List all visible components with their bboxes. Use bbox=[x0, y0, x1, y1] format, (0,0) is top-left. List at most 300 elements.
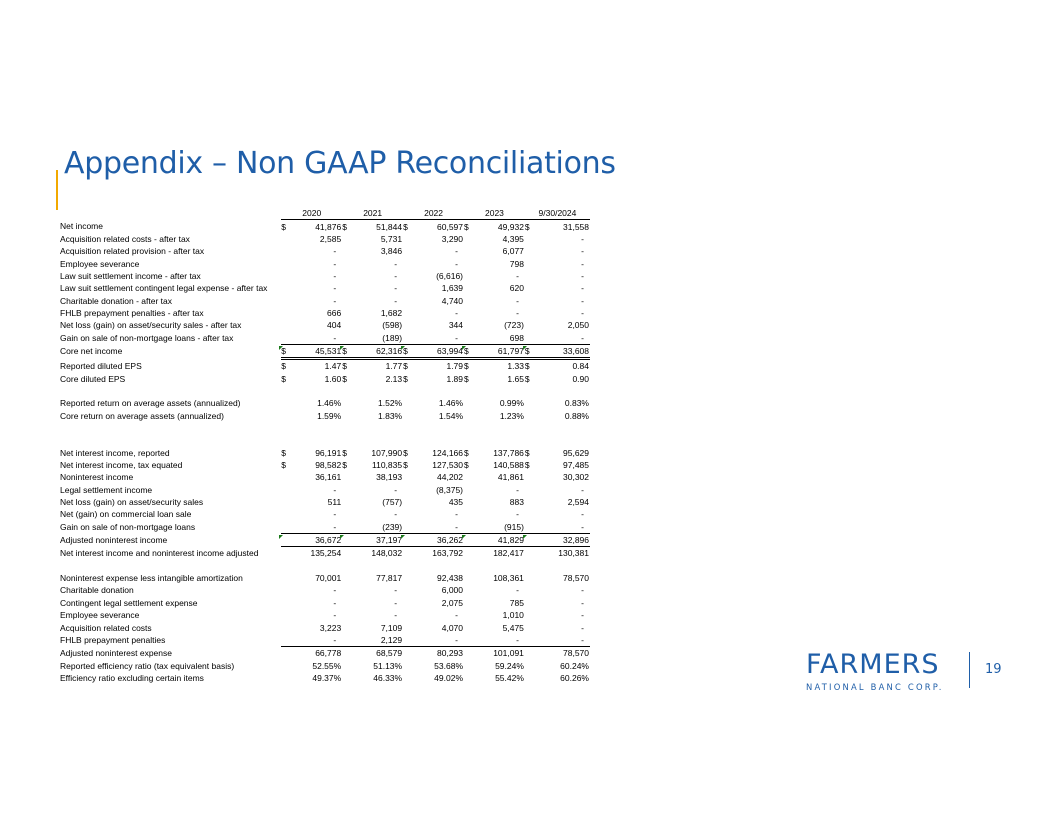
value-cell: 137,786 bbox=[493, 447, 524, 458]
logo-divider bbox=[969, 652, 970, 688]
table-row bbox=[60, 659, 590, 671]
dollar-sign-cell: $ bbox=[342, 344, 352, 358]
value-cell: 3,223 bbox=[319, 622, 342, 633]
row-label: Net interest income, reported bbox=[60, 447, 170, 458]
row-label: Efficiency ratio excluding certain items bbox=[60, 672, 204, 683]
value-cell: 78,570 bbox=[535, 647, 590, 660]
value-cell: 883 bbox=[509, 497, 524, 508]
value-cell: - bbox=[516, 295, 519, 306]
dollar-sign-cell bbox=[464, 672, 474, 684]
value-cell: 30,302 bbox=[563, 472, 589, 483]
value-cell: 435 bbox=[448, 497, 464, 508]
table-row bbox=[60, 496, 590, 508]
dollar-sign-cell bbox=[525, 547, 535, 560]
header-row bbox=[60, 207, 590, 220]
value-cell: 66,778 bbox=[291, 647, 342, 660]
value-cell: 698 bbox=[509, 332, 524, 343]
table-row bbox=[60, 397, 590, 409]
dollar-sign-cell bbox=[464, 245, 474, 257]
dollar-sign-cell bbox=[281, 621, 291, 633]
value-cell: 2,585 bbox=[319, 233, 342, 244]
table-row bbox=[60, 344, 590, 358]
dollar-sign-cell bbox=[281, 233, 291, 245]
dollar-sign-cell bbox=[403, 533, 413, 546]
dollar-sign-cell bbox=[281, 294, 291, 306]
dollar-sign-cell bbox=[464, 533, 474, 546]
dollar-sign-cell bbox=[525, 647, 535, 660]
value-cell: 130,381 bbox=[558, 548, 589, 559]
value-cell: 1.79 bbox=[446, 361, 464, 372]
dollar-sign-cell bbox=[525, 634, 535, 647]
value-cell: 45,531 bbox=[291, 344, 342, 358]
value-cell: 620 bbox=[509, 283, 524, 294]
dollar-sign-cell bbox=[525, 533, 535, 546]
row-label: Reported efficiency ratio (tax equivalent basis) bbox=[60, 660, 235, 671]
dollar-sign-cell bbox=[342, 508, 352, 520]
row-label: Charitable donation bbox=[60, 585, 134, 596]
value-cell: 60.24% bbox=[560, 660, 589, 671]
row-label: Reported return on average assets (annualized) bbox=[60, 398, 241, 409]
dollar-sign-cell bbox=[281, 672, 291, 684]
dollar-sign-cell bbox=[403, 471, 413, 483]
dollar-sign-cell bbox=[525, 410, 535, 422]
value-cell: - bbox=[333, 484, 337, 495]
dollar-sign-cell bbox=[403, 621, 413, 633]
value-cell: 344 bbox=[448, 320, 464, 331]
dollar-sign-cell bbox=[464, 496, 474, 508]
dollar-sign-cell bbox=[403, 496, 413, 508]
dollar-sign-cell bbox=[281, 597, 291, 609]
dollar-sign-cell: $ bbox=[281, 373, 287, 384]
row-label: Net income bbox=[60, 221, 103, 232]
value-cell: 0.90 bbox=[572, 373, 589, 384]
dollar-sign-cell bbox=[525, 294, 535, 306]
value-cell: 0.99% bbox=[499, 398, 524, 409]
value-cell: - bbox=[581, 622, 584, 633]
dollar-sign-cell bbox=[525, 609, 535, 621]
value-cell: 1.46% bbox=[438, 398, 464, 409]
value-cell: (757) bbox=[382, 497, 403, 508]
value-cell: 92,438 bbox=[437, 573, 464, 584]
dollar-sign-cell bbox=[342, 471, 352, 483]
table-row bbox=[60, 307, 590, 319]
dollar-sign-cell: $ bbox=[342, 221, 347, 232]
value-cell: 127,530 bbox=[432, 460, 464, 471]
dollar-sign-cell: $ bbox=[464, 221, 469, 232]
table-row bbox=[60, 572, 590, 584]
dollar-sign-cell: $ bbox=[464, 344, 474, 358]
dollar-sign-cell: $ bbox=[342, 460, 347, 471]
dollar-sign-cell bbox=[525, 319, 535, 331]
row-label: FHLB prepayment penalties bbox=[60, 635, 166, 646]
dollar-sign-cell: $ bbox=[342, 361, 347, 372]
dollar-sign-cell bbox=[464, 257, 474, 269]
dollar-sign-cell bbox=[403, 647, 413, 660]
value-cell: - bbox=[333, 283, 337, 294]
dollar-sign-cell bbox=[525, 521, 535, 534]
dollar-sign-cell bbox=[342, 672, 352, 684]
dollar-sign-cell bbox=[403, 609, 413, 621]
value-cell: 3,846 bbox=[380, 246, 403, 257]
dollar-sign-cell bbox=[403, 331, 413, 344]
table-row bbox=[60, 410, 590, 422]
value-cell: 101,091 bbox=[474, 647, 525, 660]
dollar-sign-cell bbox=[342, 331, 352, 344]
table-row bbox=[60, 359, 590, 373]
value-cell: (239) bbox=[382, 521, 403, 532]
dollar-sign-cell bbox=[525, 233, 535, 245]
value-cell: - bbox=[581, 634, 584, 645]
dollar-sign-cell bbox=[281, 484, 291, 496]
column-header: 2021 bbox=[342, 207, 403, 220]
value-cell: - bbox=[333, 585, 337, 596]
value-cell: 2,050 bbox=[567, 320, 589, 331]
value-cell: - bbox=[394, 610, 398, 621]
value-cell: 36,161 bbox=[315, 472, 342, 483]
dollar-sign-cell bbox=[281, 659, 291, 671]
dollar-sign-cell bbox=[464, 634, 474, 647]
page-number: 19 bbox=[985, 662, 1002, 677]
dollar-sign-cell bbox=[464, 282, 474, 294]
spacer-cell bbox=[60, 385, 590, 397]
row-label: FHLB prepayment penalties - after tax bbox=[60, 307, 204, 318]
table-row bbox=[60, 484, 590, 496]
value-cell: 798 bbox=[509, 258, 524, 269]
reconciliation-table bbox=[60, 207, 590, 684]
dollar-sign-cell bbox=[403, 634, 413, 647]
spacer-row bbox=[60, 434, 590, 446]
value-cell: - bbox=[333, 597, 337, 608]
dollar-sign-cell: $ bbox=[403, 221, 408, 232]
value-cell: - bbox=[581, 295, 584, 306]
dollar-sign-cell: $ bbox=[464, 373, 469, 384]
value-cell: - bbox=[581, 258, 584, 269]
value-cell: 135,254 bbox=[310, 548, 342, 559]
dollar-sign-cell: $ bbox=[524, 460, 530, 471]
dollar-sign-cell bbox=[525, 584, 535, 596]
value-cell: 7,109 bbox=[380, 622, 403, 633]
dollar-sign-cell bbox=[464, 397, 474, 409]
dollar-sign-cell bbox=[281, 572, 291, 584]
table-row bbox=[60, 508, 590, 520]
value-cell: 666 bbox=[327, 307, 342, 318]
dollar-sign-cell: $ bbox=[525, 344, 535, 358]
dollar-sign-cell bbox=[403, 659, 413, 671]
dollar-sign-cell bbox=[525, 597, 535, 609]
table-row bbox=[60, 245, 590, 257]
dollar-sign-cell: $ bbox=[464, 447, 469, 458]
value-cell: 124,166 bbox=[432, 447, 464, 458]
dollar-sign-cell: $ bbox=[281, 344, 291, 358]
dollar-sign-cell bbox=[525, 659, 535, 671]
row-label: Gain on sale of non-mortgage loans - after tax bbox=[60, 332, 234, 343]
dollar-sign-cell bbox=[281, 319, 291, 331]
table-row bbox=[60, 282, 590, 294]
value-cell: 511 bbox=[327, 497, 342, 508]
value-cell: - bbox=[333, 332, 337, 343]
dollar-sign-cell bbox=[403, 547, 413, 560]
value-cell: 59.24% bbox=[495, 660, 524, 671]
dollar-sign-cell: $ bbox=[342, 447, 347, 458]
dollar-sign-cell bbox=[342, 547, 352, 560]
dollar-sign-cell bbox=[281, 245, 291, 257]
value-cell: 55.42% bbox=[495, 672, 524, 683]
dollar-sign-cell bbox=[464, 484, 474, 496]
dollar-sign-cell bbox=[464, 270, 474, 282]
value-cell: 785 bbox=[509, 597, 524, 608]
dollar-sign-cell bbox=[342, 319, 352, 331]
value-cell: 0.88% bbox=[564, 410, 589, 421]
value-cell: - bbox=[333, 521, 337, 532]
value-cell: - bbox=[333, 246, 337, 257]
dollar-sign-cell bbox=[342, 572, 352, 584]
table-row bbox=[60, 459, 590, 471]
dollar-sign-cell: $ bbox=[464, 361, 469, 372]
dollar-sign-cell bbox=[464, 331, 474, 344]
value-cell: - bbox=[333, 270, 337, 281]
dollar-sign-cell: $ bbox=[524, 221, 530, 232]
dollar-sign-cell bbox=[342, 233, 352, 245]
value-cell: 60,597 bbox=[437, 221, 464, 232]
value-cell: 97,485 bbox=[563, 460, 589, 471]
dollar-sign-cell bbox=[525, 508, 535, 520]
value-cell: - bbox=[581, 233, 584, 244]
value-cell: - bbox=[581, 270, 584, 281]
row-label: Adjusted noninterest income bbox=[60, 535, 168, 546]
dollar-sign-cell bbox=[403, 410, 413, 422]
dollar-sign-cell bbox=[525, 257, 535, 269]
column-header: 2023 bbox=[464, 207, 525, 220]
value-cell: - bbox=[516, 270, 519, 281]
value-cell: - bbox=[581, 521, 584, 532]
value-cell: 2,075 bbox=[441, 597, 464, 608]
value-cell: - bbox=[333, 634, 337, 645]
dollar-sign-cell bbox=[403, 294, 413, 306]
value-cell: 0.83% bbox=[564, 398, 589, 409]
table-row bbox=[60, 447, 590, 459]
value-cell: 107,990 bbox=[371, 447, 403, 458]
value-cell: 140,588 bbox=[493, 460, 524, 471]
value-cell: - bbox=[581, 307, 584, 318]
value-cell: 1.23% bbox=[499, 410, 524, 421]
value-cell: 1,010 bbox=[502, 610, 524, 621]
dollar-sign-cell bbox=[403, 508, 413, 520]
dollar-sign-cell bbox=[342, 294, 352, 306]
value-cell: 46.33% bbox=[373, 672, 403, 683]
value-cell: 49.37% bbox=[312, 672, 342, 683]
row-label: Acquisition related provision - after tax bbox=[60, 246, 205, 257]
table-row bbox=[60, 257, 590, 269]
dollar-sign-cell bbox=[464, 294, 474, 306]
table-row bbox=[60, 533, 590, 546]
value-cell: 1,639 bbox=[441, 283, 464, 294]
dollar-sign-cell bbox=[281, 584, 291, 596]
dollar-sign-cell: $ bbox=[464, 460, 469, 471]
value-cell: - bbox=[581, 332, 584, 343]
dollar-sign-cell bbox=[403, 572, 413, 584]
row-label: Employee severance bbox=[60, 258, 140, 269]
dollar-sign-cell bbox=[464, 572, 474, 584]
table-row bbox=[60, 547, 590, 560]
value-cell: - bbox=[516, 484, 519, 495]
dollar-sign-cell bbox=[464, 471, 474, 483]
value-cell: 80,293 bbox=[413, 647, 464, 660]
spacer-cell bbox=[60, 560, 590, 572]
value-cell: - bbox=[455, 610, 459, 621]
dollar-sign-cell bbox=[342, 634, 352, 647]
dollar-sign-cell bbox=[403, 307, 413, 319]
row-label: Net loss (gain) on asset/security sales bbox=[60, 497, 204, 508]
dollar-sign-cell bbox=[342, 609, 352, 621]
dollar-sign-cell bbox=[281, 331, 291, 344]
value-cell: 51.13% bbox=[373, 660, 403, 671]
row-label: Net loss (gain) on asset/security sales - after tax bbox=[60, 320, 242, 331]
dollar-sign-cell bbox=[525, 397, 535, 409]
dollar-sign-cell bbox=[342, 597, 352, 609]
dollar-sign-cell bbox=[525, 672, 535, 684]
value-cell: - bbox=[394, 597, 398, 608]
column-header: 2022 bbox=[403, 207, 464, 220]
dollar-sign-cell bbox=[403, 484, 413, 496]
logo-subtitle: NATIONAL BANC CORP. bbox=[806, 682, 944, 692]
dollar-sign-cell: $ bbox=[403, 373, 408, 384]
value-cell: (8,375) bbox=[436, 484, 464, 495]
value-cell: (598) bbox=[382, 320, 403, 331]
value-cell: - bbox=[516, 634, 519, 645]
value-cell: 6,000 bbox=[441, 585, 464, 596]
table-row bbox=[60, 647, 590, 660]
value-cell: - bbox=[516, 307, 519, 318]
value-cell: 62,316 bbox=[352, 344, 403, 358]
value-cell: 49.02% bbox=[434, 672, 464, 683]
row-label: Core return on average assets (annualized) bbox=[60, 410, 224, 421]
dollar-sign-cell bbox=[281, 634, 291, 647]
value-cell: 4,740 bbox=[441, 295, 464, 306]
value-cell: 2.13 bbox=[385, 373, 403, 384]
dollar-sign-cell bbox=[342, 621, 352, 633]
row-label: Gain on sale of non-mortgage loans bbox=[60, 522, 196, 533]
value-cell: 6,077 bbox=[502, 246, 524, 257]
dollar-sign-cell bbox=[525, 471, 535, 483]
value-cell: 61,797 bbox=[474, 344, 525, 358]
value-cell: 163,792 bbox=[432, 548, 464, 559]
value-cell: 1.83% bbox=[378, 410, 403, 421]
value-cell: - bbox=[455, 332, 459, 343]
dollar-sign-cell bbox=[464, 659, 474, 671]
dollar-sign-cell bbox=[464, 609, 474, 621]
value-cell: 4,395 bbox=[502, 233, 524, 244]
dollar-sign-cell bbox=[342, 410, 352, 422]
value-cell: - bbox=[394, 270, 398, 281]
value-cell: - bbox=[455, 246, 459, 257]
dollar-sign-cell bbox=[403, 397, 413, 409]
dollar-sign-cell bbox=[525, 496, 535, 508]
value-cell: 41,861 bbox=[497, 472, 524, 483]
dollar-sign-cell bbox=[342, 484, 352, 496]
dollar-sign-cell bbox=[342, 647, 352, 660]
value-cell: - bbox=[333, 610, 337, 621]
table-row bbox=[60, 331, 590, 344]
value-cell: 36,672 bbox=[291, 533, 342, 546]
value-cell: 4,070 bbox=[441, 622, 464, 633]
dollar-sign-cell: $ bbox=[403, 447, 408, 458]
spacer-cell bbox=[60, 422, 590, 434]
value-cell: 1.89 bbox=[446, 373, 464, 384]
logo-wordmark: FARMERS bbox=[806, 649, 940, 680]
value-cell: 51,844 bbox=[376, 221, 403, 232]
dollar-sign-cell bbox=[525, 282, 535, 294]
dollar-sign-cell: $ bbox=[403, 361, 408, 372]
value-cell: 70,001 bbox=[315, 573, 342, 584]
value-cell: 68,579 bbox=[352, 647, 403, 660]
row-label: Acquisition related costs bbox=[60, 622, 152, 633]
column-header: 9/30/2024 bbox=[525, 207, 590, 220]
value-cell: - bbox=[516, 509, 519, 520]
value-cell: 1.33 bbox=[507, 361, 524, 372]
row-label: Legal settlement income bbox=[60, 484, 153, 495]
table-row bbox=[60, 294, 590, 306]
value-cell: - bbox=[581, 484, 584, 495]
value-cell: 44,202 bbox=[437, 472, 464, 483]
row-label: Adjusted noninterest expense bbox=[60, 647, 172, 658]
value-cell: 63,994 bbox=[413, 344, 464, 358]
row-label: Contingent legal settlement expense bbox=[60, 597, 198, 608]
table-row bbox=[60, 319, 590, 331]
dollar-sign-cell bbox=[403, 233, 413, 245]
page-title: Appendix – Non GAAP Reconciliations bbox=[64, 146, 616, 181]
table-row bbox=[60, 584, 590, 596]
row-label: Noninterest expense less intangible amortization bbox=[60, 573, 243, 584]
dollar-sign-cell bbox=[281, 533, 291, 546]
dollar-sign-cell bbox=[403, 521, 413, 534]
value-cell: 1.65 bbox=[507, 373, 524, 384]
value-cell: 2,594 bbox=[567, 497, 589, 508]
value-cell: 41,829 bbox=[474, 533, 525, 546]
row-label: Noninterest income bbox=[60, 472, 134, 483]
dollar-sign-cell bbox=[342, 257, 352, 269]
value-cell: (915) bbox=[504, 521, 524, 532]
value-cell: 5,731 bbox=[380, 233, 403, 244]
row-label: Net (gain) on commercial loan sale bbox=[60, 509, 192, 520]
value-cell: - bbox=[581, 585, 584, 596]
dollar-sign-cell: $ bbox=[524, 447, 530, 458]
dollar-sign-cell: $ bbox=[281, 221, 287, 232]
dollar-sign-cell bbox=[342, 307, 352, 319]
dollar-sign-cell bbox=[464, 621, 474, 633]
value-cell: 1.77 bbox=[385, 361, 403, 372]
value-cell: 1.60 bbox=[324, 373, 342, 384]
dollar-sign-cell bbox=[281, 508, 291, 520]
value-cell: 36,262 bbox=[413, 533, 464, 546]
dollar-sign-cell bbox=[403, 257, 413, 269]
dollar-sign-cell: $ bbox=[281, 460, 287, 471]
row-label: Net interest income and noninterest income adjusted bbox=[60, 548, 259, 559]
dollar-sign-cell bbox=[403, 319, 413, 331]
value-cell: 5,475 bbox=[502, 622, 524, 633]
value-cell: 182,417 bbox=[493, 548, 524, 559]
spacer-row bbox=[60, 385, 590, 397]
row-label: Net interest income, tax equated bbox=[60, 460, 183, 471]
dollar-sign-cell bbox=[281, 270, 291, 282]
table-row bbox=[60, 621, 590, 633]
value-cell: 95,629 bbox=[563, 447, 589, 458]
value-cell: 37,197 bbox=[352, 533, 403, 546]
value-cell: - bbox=[333, 258, 337, 269]
dollar-sign-cell bbox=[525, 484, 535, 496]
dollar-sign-cell: $ bbox=[281, 361, 287, 372]
row-label: Reported diluted EPS bbox=[60, 360, 142, 371]
value-cell: 0.84 bbox=[572, 361, 589, 372]
